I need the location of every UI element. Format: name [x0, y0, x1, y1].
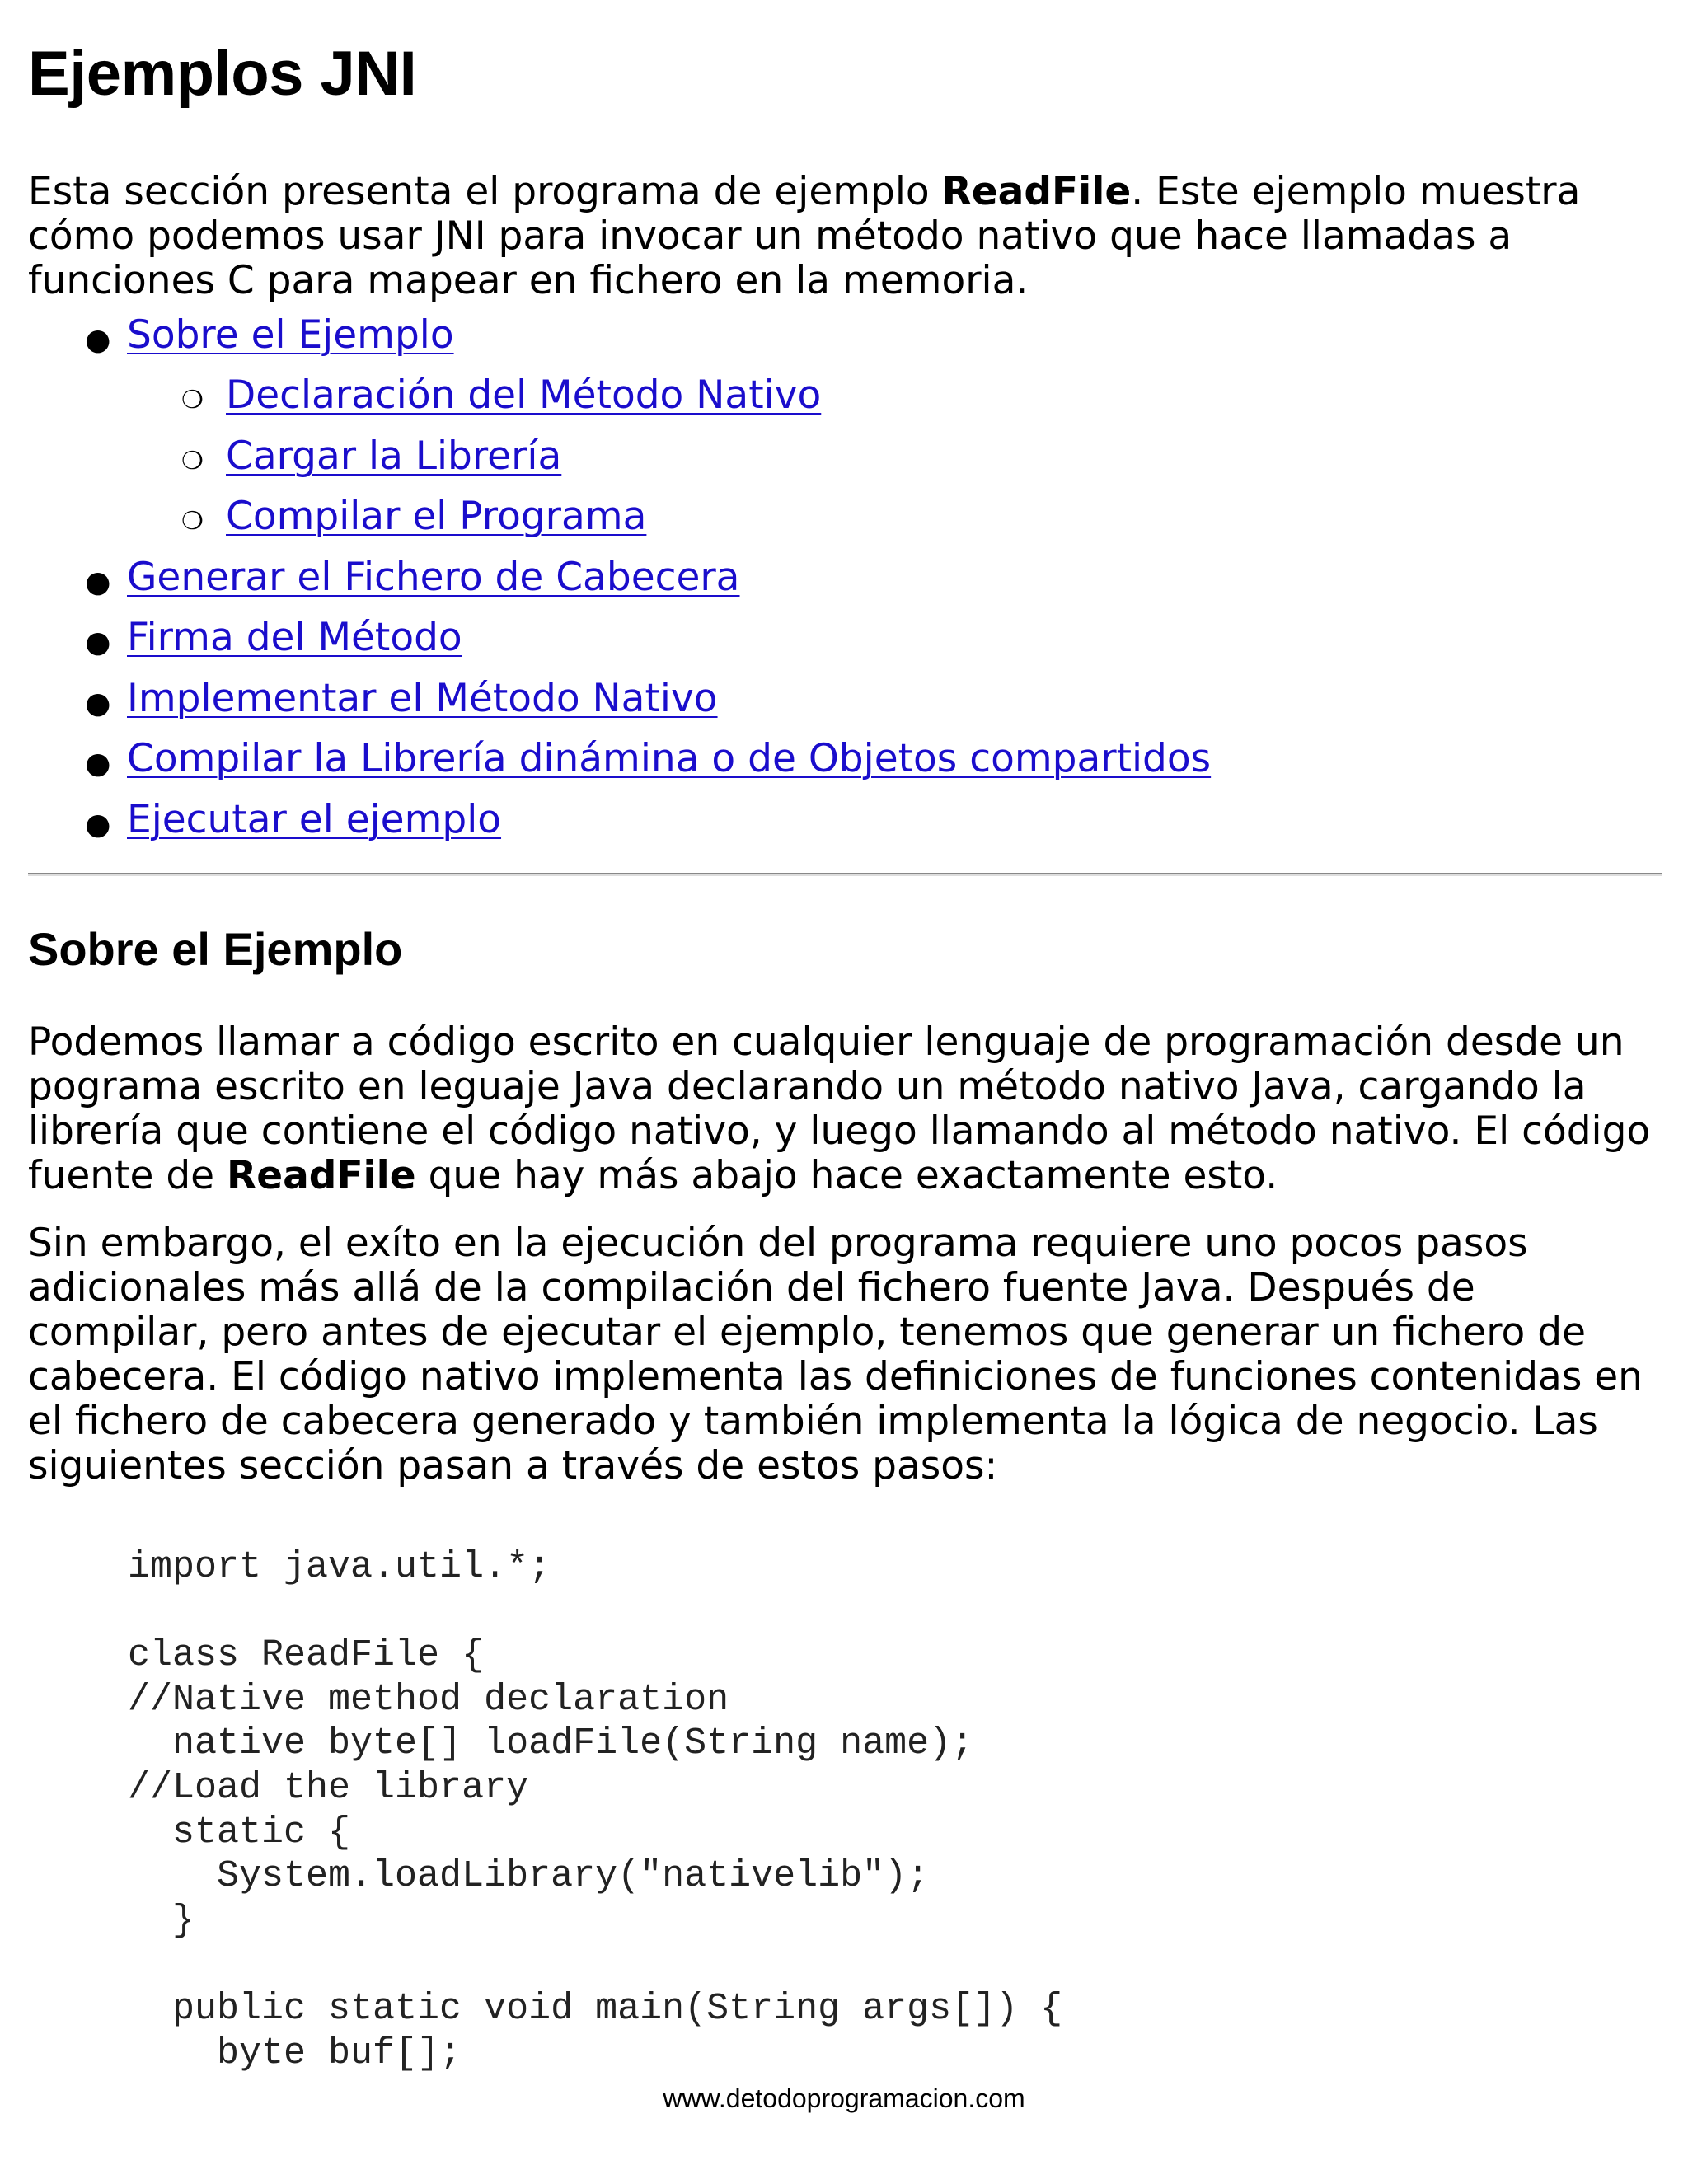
toc-item [85, 615, 462, 660]
toc-item [85, 312, 454, 358]
circle-bullet-icon: ❍ [181, 447, 204, 476]
toc-link-generar-fichero-cabecera[interactable]: Generar el Fichero de Cabecera [127, 555, 740, 600]
intro-bold-readfile: ReadFile [941, 169, 1132, 214]
toc-link-declaracion-metodo-nativo[interactable]: Declaración del Método Nativo [226, 373, 822, 418]
filled-bullet-icon: ● [85, 565, 111, 599]
section-paragraph-2: Sin embargo, el exíto en la ejecución del programa requiere uno pocos pasos adicionales más allá de la compilación del fichero fuente Java. Después de compilar, pero antes de ejecutar el ejemplo, tenemos que generar un fichero de cabecera. El código nativo implementa las definiciones de funciones contenidas en el fichero de cabecera generado y también implementa la lógica de negocio. Las siguientes sección pasan a través de estos pasos: [28, 1221, 1643, 1488]
toc-link-cargar-libreria[interactable]: Cargar la Librería [226, 434, 562, 479]
filled-bullet-icon: ● [85, 747, 111, 780]
para1-text-after: que hay más abajo hace exactamente esto. [415, 1153, 1278, 1198]
toc-item [181, 494, 647, 539]
circle-bullet-icon: ❍ [181, 386, 204, 415]
toc-item [181, 373, 822, 418]
filled-bullet-icon: ● [85, 626, 111, 659]
page-title: Ejemplos JNI [28, 39, 417, 109]
toc-link-implementar-metodo-nativo[interactable]: Implementar el Método Nativo [127, 676, 718, 721]
code-listing: import java.util.*; class ReadFile { //Native method declaration native byte[] loadFile(String name); //Load the library static { System.loadLibrary("nativelib"); } public static void main(String args[]) { byte buf[]; [128, 1546, 1063, 2074]
filled-bullet-icon: ● [85, 687, 111, 720]
section-title: Sobre el Ejemplo [28, 923, 403, 975]
intro-text-before: Esta sección presenta el programa de ejemplo [28, 169, 942, 214]
toc-item [181, 434, 562, 479]
intro-paragraph [28, 170, 1668, 303]
toc-link-sobre-el-ejemplo[interactable]: Sobre el Ejemplo [127, 312, 454, 358]
para1-bold-readfile: ReadFile [227, 1153, 416, 1198]
filled-bullet-icon: ● [85, 808, 111, 841]
toc-item [85, 797, 502, 842]
toc-item [85, 736, 1212, 781]
toc-item [85, 555, 740, 600]
toc-link-firma-metodo[interactable]: Firma del Método [127, 615, 462, 660]
footer-url: www.detodoprogramacion.com [663, 2083, 1025, 2113]
toc-link-compilar-programa[interactable]: Compilar el Programa [226, 494, 647, 539]
toc-link-compilar-libreria[interactable]: Compilar la Librería dinámina o de Objetos compartidos [127, 736, 1212, 781]
horizontal-divider [28, 873, 1662, 876]
toc-link-ejecutar-ejemplo[interactable]: Ejecutar el ejemplo [127, 797, 502, 842]
intro-text-after: . Este ejemplo muestra cómo podemos usar JNI para invocar un método nativo que hace llamadas a funciones C para mapear en fichero en la memoria. [28, 169, 1581, 303]
para1-text-before: Podemos llamar a código escrito en cualquier lenguaje de programación desde un pograma escrito en leguaje Java declarando un método nativo Java, cargando la librería que contiene el código nativo, y luego llamando al método nativo. El código fuente de [28, 1019, 1651, 1198]
filled-bullet-icon: ● [85, 323, 111, 357]
section-paragraph-1 [28, 1020, 1668, 1198]
circle-bullet-icon: ❍ [181, 507, 204, 536]
toc-item [85, 676, 718, 721]
